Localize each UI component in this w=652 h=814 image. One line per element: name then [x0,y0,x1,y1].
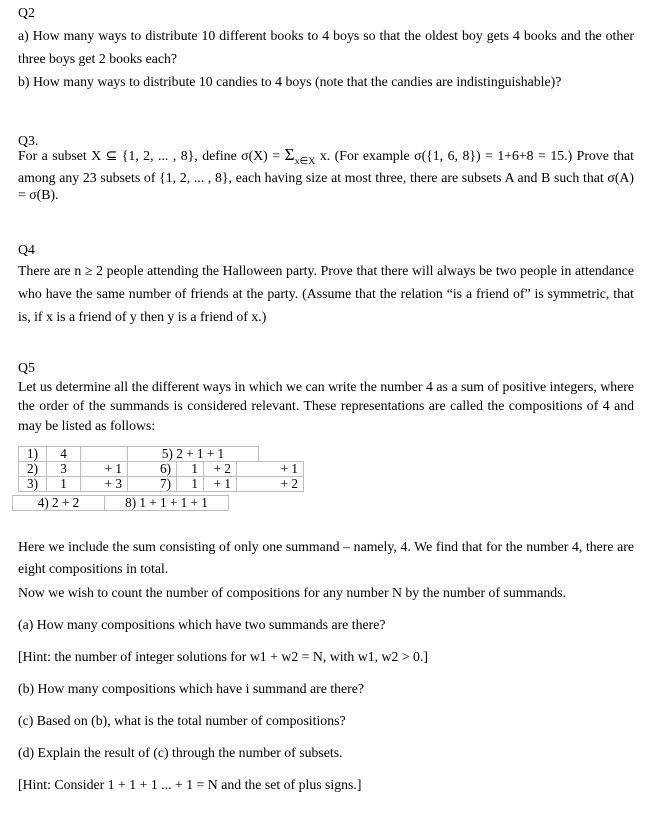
table-cell: 5) 2 + 1 + 1 [127,446,259,462]
table-cell: 2) [18,461,47,477]
q5-title: Q5 [18,360,35,375]
q3-text-pre: For a subset X ⊆ {1, 2, ... , 8}, define σ(X) = [18,148,285,163]
q5-count-line: Now we wish to count the number of compositions for any number N by the number of summands. [18,585,566,600]
q2-part-a: a) How many ways to distribute 10 different books to 4 boys so that the oldest boy gets 4 books and the other three boys get 2 books each? [18,28,634,66]
table-cell: + 2 [236,476,304,492]
table-cell: 6) [127,461,177,477]
table-cell [80,446,128,462]
table-cell: 4 [46,446,81,462]
q5-after-table: Here we include the sum consisting of only one summand – namely, 4. We find that for the number 4, there are eight compositions in total. [18,539,634,576]
sigma-symbol: Σ [284,145,295,164]
table-row [12,495,304,511]
table-cell: 4) 2 + 2 [12,495,105,511]
table-cell: + 1 [80,461,128,477]
q5-part-c: (c) Based on (b), what is the total number of compositions? [18,713,346,728]
table-cell: 1 [176,461,204,477]
table-cell: + 2 [203,461,237,477]
sigma-subscript: x∈X [294,155,316,167]
table-cell: 1 [46,476,81,492]
table-row [18,446,304,462]
table-cell: 3 [46,461,81,477]
table-cell: + 1 [236,461,304,477]
q5-part-d: (d) Explain the result of (c) through the number of subsets. [18,745,343,760]
q4-title: Q4 [18,242,35,257]
table-cell: 3) [18,476,47,492]
q3-body [18,146,634,203]
q2-title: Q2 [18,5,35,20]
compositions-table [12,446,304,511]
table-cell: 8) 1 + 1 + 1 + 1 [104,495,229,511]
table-cell: 7) [127,476,177,492]
q3-text-post: x. (For example σ({1, 6, 8}) = 1+6+8 = 15.) Prove that among any 23 subsets of {1, 2, ... , 8}, each having size at most three, there are subsets A and B such that σ(A) = σ(B). [18,148,635,202]
table-cell: 1 [176,476,204,492]
q5-part-b: (b) How many compositions which have i summand are there? [18,681,364,696]
q5-hint-d: [Hint: Consider 1 + 1 + 1 ... + 1 = N and the set of plus signs.] [18,777,362,792]
q5-hint-a: [Hint: the number of integer solutions for w1 + w2 = N, with w1, w2 > 0.] [18,649,428,664]
q2-part-b: b) How many ways to distribute 10 candies to 4 boys (note that the candies are indistinguishable)? [18,74,562,89]
table-row [18,461,304,477]
q4-body: There are n ≥ 2 people attending the Halloween party. Prove that there will always be two people in attendance who have the same number of friends at the party. (Assume that the relation “is a friend of” is symmetric, that is, if x is a friend of y then y is a friend of x.) [18,263,634,324]
table-row [18,476,304,492]
table-cell: + 3 [80,476,128,492]
table-cell: + 1 [203,476,237,492]
q5-intro: Let us determine all the different ways in which we can write the number 4 as a sum of positive integers, where the order of the summands is considered relevant. These representations are called the compositions of 4 and may be listed as follows: [18,379,634,433]
q3-title: Q3. [18,133,39,148]
table-cell: 1) [18,446,47,462]
q5-part-a: (a) How many compositions which have two summands are there? [18,617,386,632]
